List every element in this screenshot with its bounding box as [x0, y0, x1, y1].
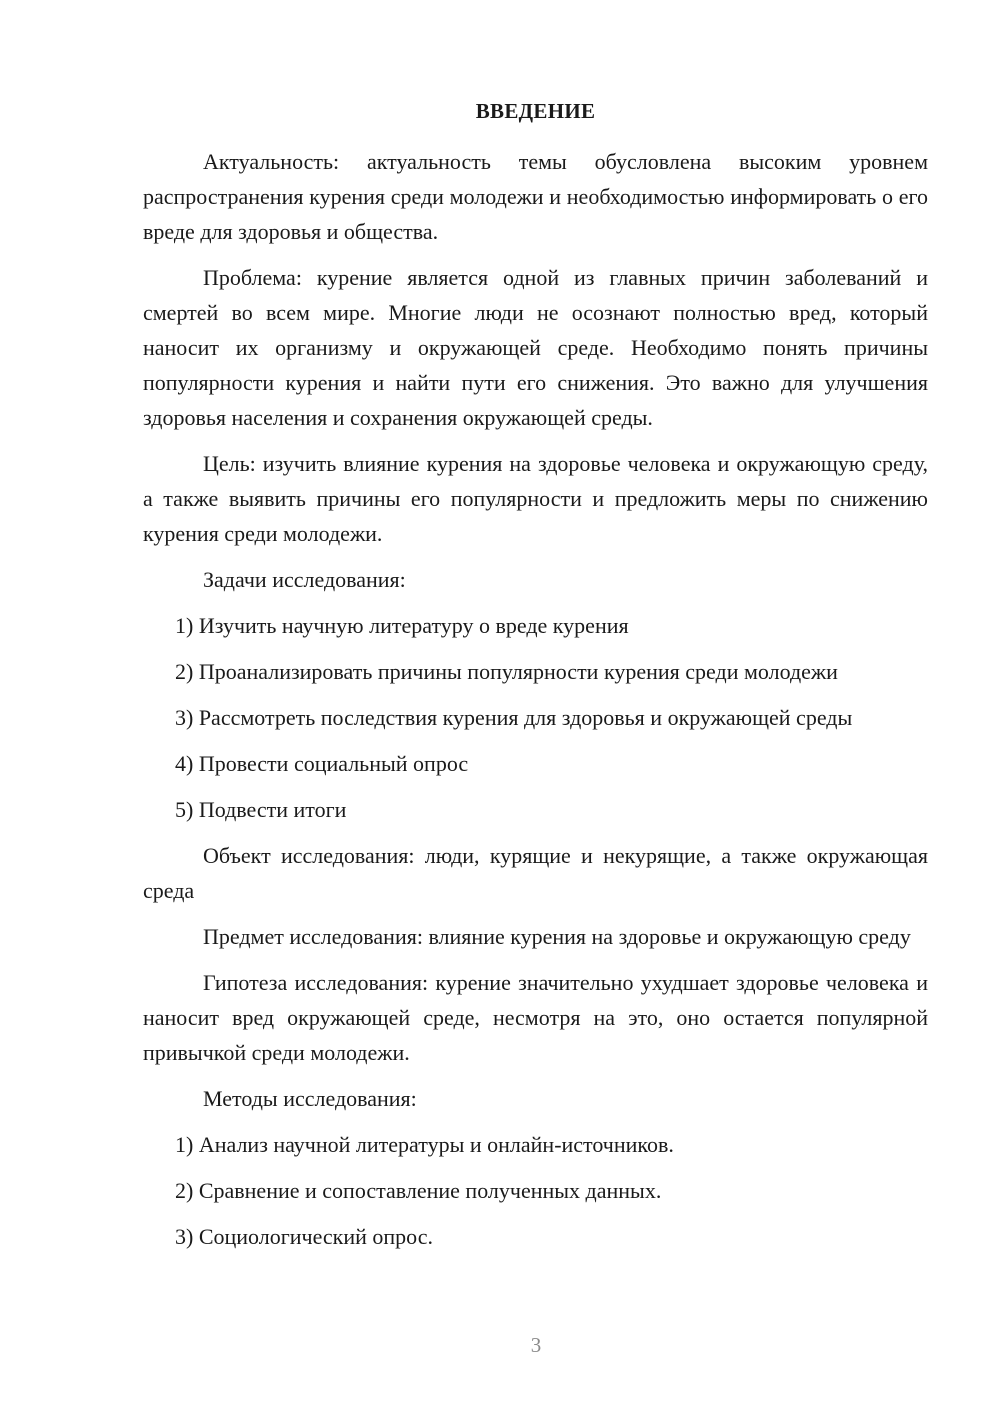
object-paragraph: Объект исследования: люди, курящие и некурящие, а также окружающая среда	[143, 843, 928, 903]
method-item: 2) Сравнение и сопоставление полученных данных.	[175, 1178, 662, 1203]
task-item: 4) Провести социальный опрос	[175, 751, 469, 776]
method-item: 3) Социологический опрос.	[175, 1224, 433, 1249]
subject-paragraph: Предмет исследования: влияние курения на здоровье и окружающую среду	[203, 924, 911, 949]
task-item: 3) Рассмотреть последствия курения для здоровья и окружающей среды	[175, 705, 853, 730]
method-item: 1) Анализ научной литературы и онлайн-источников.	[175, 1132, 674, 1157]
task-item: 5) Подвести итоги	[175, 797, 347, 822]
goal-paragraph: Цель: изучить влияние курения на здоровье человека и окружающую среду, а также выявить причины его популярности и предложить меры по снижению курения среди молодежи.	[143, 451, 928, 546]
document-page	[143, 94, 928, 1265]
hypothesis-paragraph: Гипотеза исследования: курение значительно ухудшает здоровье человека и наносит вред окружающей среде, несмотря на это, оно остается популярной привычкой среди молодежи.	[143, 970, 928, 1065]
tasks-heading: Задачи исследования:	[203, 567, 406, 592]
task-item: 1) Изучить научную литературу о вреде курения	[175, 613, 629, 638]
problem-paragraph: Проблема: курение является одной из главных причин заболеваний и смертей во всем мире. Многие люди не осознают полностью вред, который наносит их организму и окружающей среде. Необходимо понять причины популярности курения и найти пути его снижения. Это важно для улучшения здоровья населения и сохранения окружающей среды.	[143, 265, 928, 430]
relevance-paragraph: Актуальность: актуальность темы обусловлена высоким уровнем распространения курения среди молодежи и необходимостью информировать о его вреде для здоровья и общества.	[143, 149, 928, 244]
task-item: 2) Проанализировать причины популярности курения среди молодежи	[175, 659, 838, 684]
page-number: 3	[530, 1333, 542, 1357]
section-title: ВВЕДЕНИЕ	[475, 99, 596, 123]
methods-heading: Методы исследования:	[203, 1086, 417, 1111]
